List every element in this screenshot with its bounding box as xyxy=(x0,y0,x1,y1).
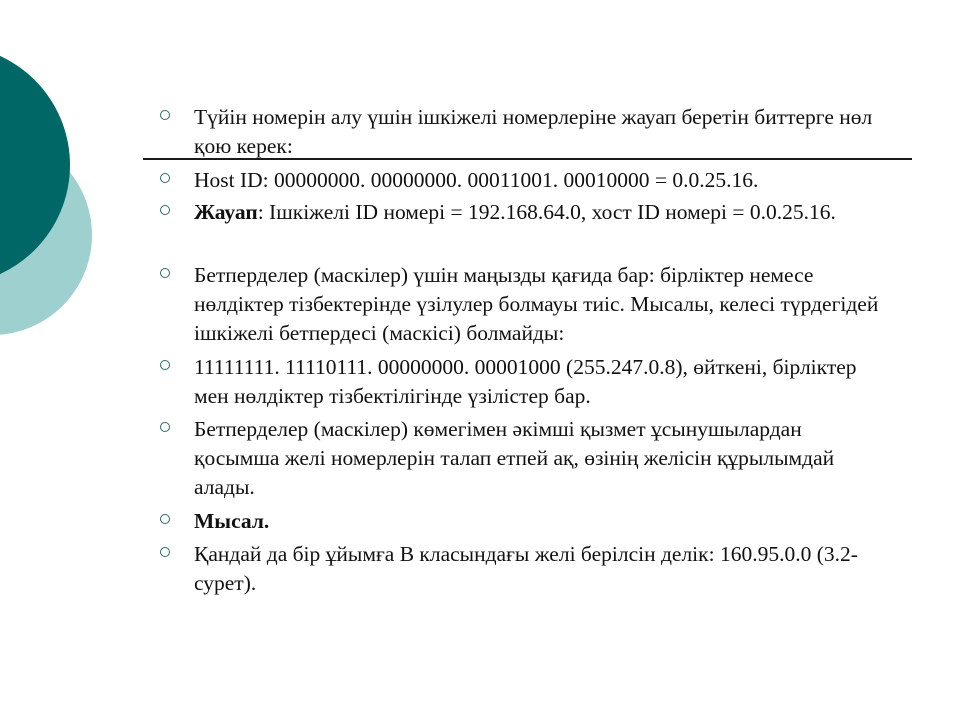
list-item xyxy=(160,540,890,598)
list-item-text: Бетперделер (маскілер) көмегімен әкімші қызмет ұсынушылардан қосымша желі номерлерін талап етпей ақ, өзінің желісін құрылымдай алады. xyxy=(194,417,835,499)
list-item xyxy=(160,415,890,502)
list-item-text xyxy=(194,198,890,227)
bullet-circle-icon xyxy=(160,205,170,215)
list-item-text: Бетперделер (маскілер) үшін маңызды қағида бар: бірліктер немесе нөлдіктер тізбектерінде үзілулер болмауы тиіс. Мысалы, келесі түрдегідей ішкіжелі бетпердесі (маскісі) болмайды: xyxy=(194,263,879,345)
bullet-circle-icon xyxy=(160,173,170,183)
answer-label: Жауап xyxy=(194,200,258,224)
bullet-circle-icon xyxy=(160,360,170,370)
bullet-circle-icon xyxy=(160,514,170,524)
bullet-circle-icon xyxy=(160,547,170,557)
list-item-text: Түйін номерін алу үшін ішкіжелі номерлеріне жауап беретін биттерге нөл қою керек: xyxy=(194,105,873,158)
list-item xyxy=(160,103,890,161)
answer-text: : Ішкіжелі ID номері = 192.168.64.0, хост ID номері = 0.0.25.16. xyxy=(257,200,836,224)
bullet-circle-icon xyxy=(160,268,170,278)
bullet-circle-icon xyxy=(160,110,170,120)
list-item-text: Host ID: 00000000. 00000000. 00011001. 00010000 = 0.0.25.16. xyxy=(194,168,759,192)
decorative-circles xyxy=(0,0,110,400)
list-item-text: Қандай да бір ұйымға В класындағы желі берілсін делік: 160.95.0.0 (3.2-сурет). xyxy=(194,542,858,595)
list-item xyxy=(160,198,890,227)
list-item xyxy=(160,507,890,536)
list-item xyxy=(160,261,890,348)
list-item xyxy=(160,353,890,411)
bullet-circle-icon xyxy=(160,422,170,432)
list-item xyxy=(160,166,890,195)
list-item-text: 11111111. 11110111. 00000000. 00001000 (255.247.0.8), өйткені, бірліктер мен нөлдіктер тізбектілігінде үзілістер бар. xyxy=(194,355,857,408)
example-heading: Мысал. xyxy=(194,509,270,533)
